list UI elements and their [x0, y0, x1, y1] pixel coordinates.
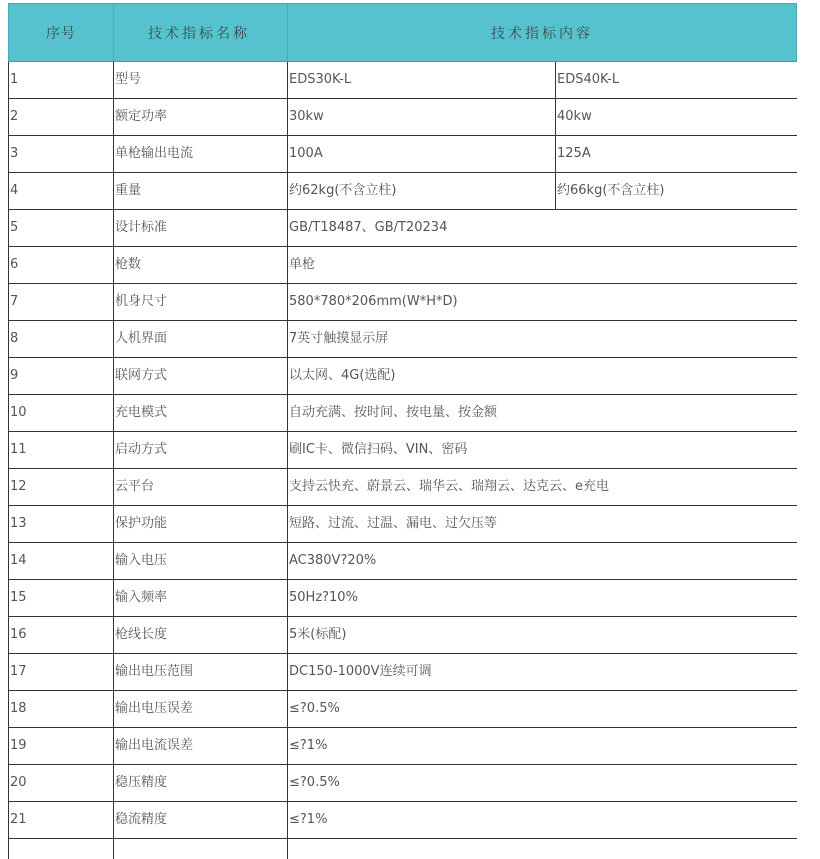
row-name: 保护功能: [114, 506, 288, 543]
table-row: [9, 395, 797, 432]
row-index: 20: [9, 765, 114, 802]
table-row: [9, 802, 797, 839]
row-value-a: 100A: [288, 136, 556, 173]
row-name: 云平台: [114, 469, 288, 506]
table-row: [9, 173, 797, 210]
table-row: [9, 506, 797, 543]
table-row: [9, 654, 797, 691]
header-content: 技术指标内容: [288, 4, 797, 62]
table-row: [9, 765, 797, 802]
row-value: ≤?0.5%: [288, 691, 797, 728]
header-row: [9, 4, 797, 62]
row-name: 设计标准: [114, 210, 288, 247]
row-value: ≤?1%: [288, 802, 797, 839]
table-row: [9, 469, 797, 506]
row-index: 19: [9, 728, 114, 765]
row-name: 启动方式: [114, 432, 288, 469]
row-index: 2: [9, 99, 114, 136]
row-value-b: 约66kg(不含立柱): [556, 173, 797, 210]
row-value: 7英寸触摸显示屏: [288, 321, 797, 358]
row-index: 7: [9, 284, 114, 321]
table-row: [9, 728, 797, 765]
table-header: [9, 4, 797, 62]
row-value: 刷IC卡、微信扫码、VIN、密码: [288, 432, 797, 469]
row-value-a: 约62kg(不含立柱): [288, 173, 556, 210]
row-value: ≤?1%: [288, 728, 797, 765]
row-name: 输入电压: [114, 543, 288, 580]
table-row: [9, 62, 797, 99]
row-index: 18: [9, 691, 114, 728]
row-index: 6: [9, 247, 114, 284]
row-name: 充电模式: [114, 395, 288, 432]
row-index: 10: [9, 395, 114, 432]
row-name: 输出电压误差: [114, 691, 288, 728]
row-value-b: 40kw: [556, 99, 797, 136]
row-name: 人机界面: [114, 321, 288, 358]
table-row: [9, 580, 797, 617]
spec-table: [8, 3, 797, 859]
row-index: 13: [9, 506, 114, 543]
row-name: 输出电流误差: [114, 728, 288, 765]
row-index: 9: [9, 358, 114, 395]
table-row: [9, 617, 797, 654]
row-index: 15: [9, 580, 114, 617]
row-name: 枪线长度: [114, 617, 288, 654]
row-value: 以太网、4G(选配): [288, 358, 797, 395]
row-index: 11: [9, 432, 114, 469]
row-name: 单枪输出电流: [114, 136, 288, 173]
row-index: 5: [9, 210, 114, 247]
row-value: 自动充满、按时间、按电量、按金额: [288, 395, 797, 432]
row-index: 8: [9, 321, 114, 358]
table-row: [9, 691, 797, 728]
row-value: DC150-1000V连续可调: [288, 654, 797, 691]
row-value-a: 30kw: [288, 99, 556, 136]
row-index: 4: [9, 173, 114, 210]
row-name: 联网方式: [114, 358, 288, 395]
row-value: GB/T18487、GB/T20234: [288, 210, 797, 247]
row-value-b: EDS40K-L: [556, 62, 797, 99]
row-index: 12: [9, 469, 114, 506]
row-index: 21: [9, 802, 114, 839]
row-index: 14: [9, 543, 114, 580]
row-value: ≤?0.5%: [288, 765, 797, 802]
row-name: 型号: [114, 62, 288, 99]
row-value: 单枪: [288, 247, 797, 284]
row-value: AC380V?20%: [288, 543, 797, 580]
table-row: [9, 321, 797, 358]
row-name: 重量: [114, 173, 288, 210]
table-row: [9, 247, 797, 284]
row-value: 短路、过流、过温、漏电、过欠压等: [288, 506, 797, 543]
table-row: [9, 543, 797, 580]
table-row: [9, 136, 797, 173]
row-index: 16: [9, 617, 114, 654]
row-name: 额定功率: [114, 99, 288, 136]
table-row: [9, 284, 797, 321]
row-name: 输入频率: [114, 580, 288, 617]
row-name: 稳压精度: [114, 765, 288, 802]
header-index: 序号: [9, 4, 114, 62]
row-value: 50Hz?10%: [288, 580, 797, 617]
row-value-a: EDS30K-L: [288, 62, 556, 99]
table-body: [9, 62, 797, 859]
row-index: 3: [9, 136, 114, 173]
row-value-b: 125A: [556, 136, 797, 173]
row-name: 输出电压范围: [114, 654, 288, 691]
table-row: [9, 432, 797, 469]
row-name: 机身尺寸: [114, 284, 288, 321]
row-value: 5米(标配): [288, 617, 797, 654]
row-name: 枪数: [114, 247, 288, 284]
table-row: [9, 358, 797, 395]
row-index: 1: [9, 62, 114, 99]
row-value: 支持云快充、蔚景云、瑞华云、瑞翔云、达克云、e充电: [288, 469, 797, 506]
table-row: [9, 99, 797, 136]
row-index: 17: [9, 654, 114, 691]
row-value: 580*780*206mm(W*H*D): [288, 284, 797, 321]
row-name: 稳流精度: [114, 802, 288, 839]
table-row: [9, 210, 797, 247]
header-name: 技术指标名称: [114, 4, 288, 62]
